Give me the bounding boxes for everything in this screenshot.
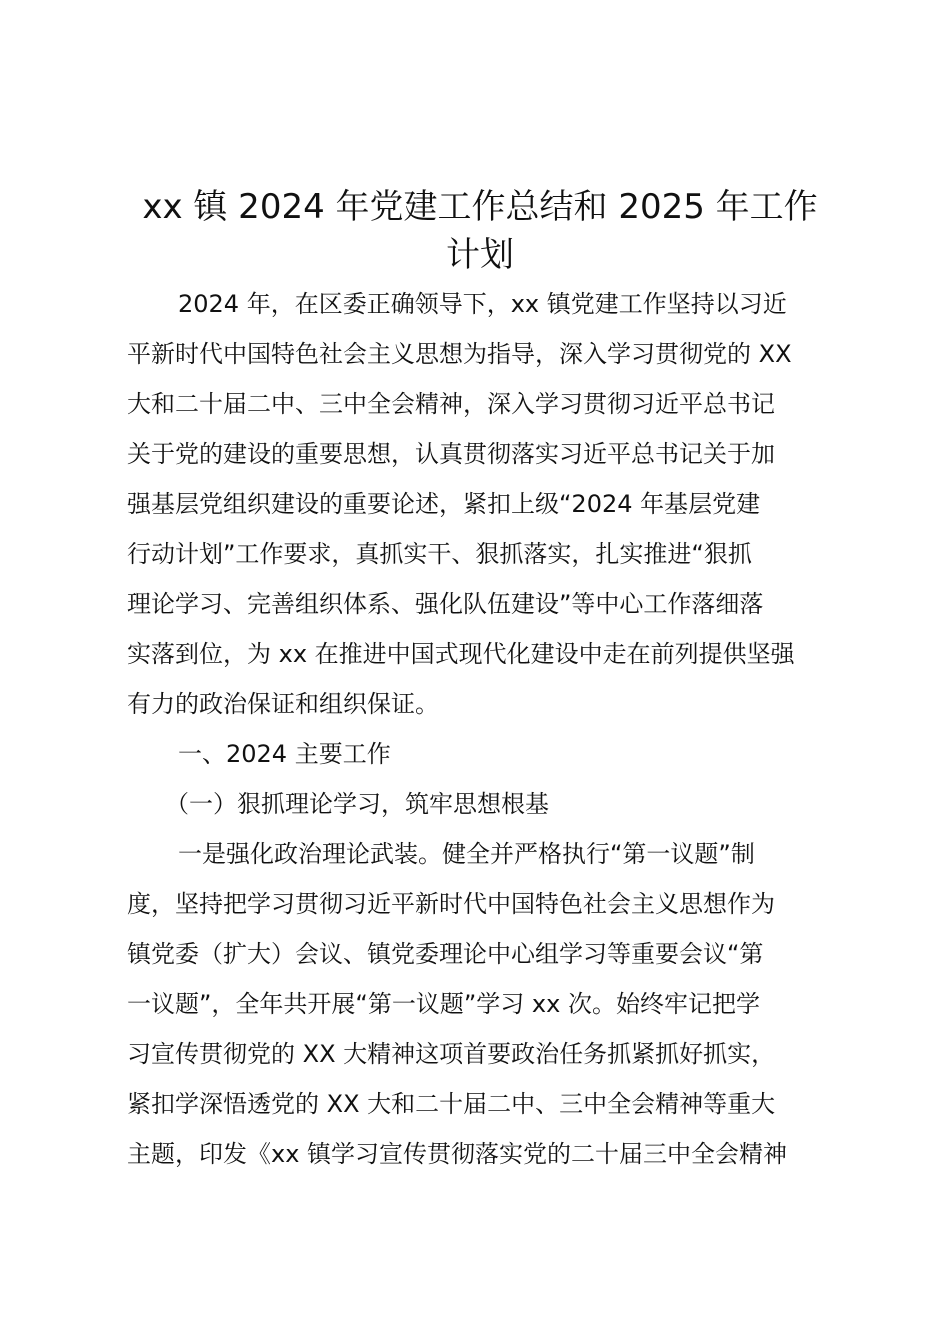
paragraph-1-line-1: 2024 年，在区委正确领导下，xx 镇党建工作坚持以习近 <box>178 290 787 318</box>
paragraph-2-line-5: 习宣传贯彻党的 XX 大精神这项首要政治任务抓紧抓好抓实， <box>127 1040 776 1068</box>
paragraph-2-line-7: 主题，印发《xx 镇学习宣传贯彻落实党的二十届三中全会精神 <box>127 1140 788 1168</box>
paragraph-2-line-3: 镇党委（扩大）会议、镇党委理论中心组学习等重要会议“第 <box>127 940 764 968</box>
paragraph-1-line-9: 有力的政治保证和组织保证。 <box>127 690 439 718</box>
paragraph-2-line-4: 一议题”，全年共开展“第一议题”学习 xx 次。始终牢记把学 <box>127 990 760 1018</box>
paragraph-1-line-6: 行动计划”工作要求，真抓实干、狠抓落实，扎实推进“狠抓 <box>127 540 752 568</box>
document-title-line-1: xx 镇 2024 年党建工作总结和 2025 年工作 <box>142 187 818 227</box>
paragraph-1-line-7: 理论学习、完善组织体系、强化队伍建设”等中心工作落细落 <box>127 590 764 618</box>
paragraph-2-line-6: 紧扣学深悟透党的 XX 大和二十届二中、三中全会精神等重大 <box>127 1090 776 1118</box>
paragraph-1-line-5: 强基层党组织建设的重要论述，紧扣上级“2024 年基层党建 <box>127 490 761 518</box>
paragraph-1-line-4: 关于党的建设的重要思想，认真贯彻落实习近平总书记关于加 <box>127 440 775 468</box>
paragraph-1-line-8: 实落到位，为 xx 在推进中国式现代化建设中走在前列提供坚强 <box>127 640 795 668</box>
paragraph-1-line-2: 平新时代中国特色社会主义思想为指导，深入学习贯彻党的 XX <box>127 340 792 368</box>
section-heading: 一、2024 主要工作 <box>178 740 391 768</box>
document-title-line-2: 计划 <box>446 235 514 275</box>
paragraph-2-line-2: 度，坚持把学习贯彻习近平新时代中国特色社会主义思想作为 <box>127 890 775 918</box>
subsection-heading: （一）狠抓理论学习，筑牢思想根基 <box>165 790 549 818</box>
paragraph-2-line-1: 一是强化政治理论武装。健全并严格执行“第一议题”制 <box>178 840 755 868</box>
paragraph-1-line-3: 大和二十届二中、三中全会精神，深入学习贯彻习近平总书记 <box>127 390 775 418</box>
